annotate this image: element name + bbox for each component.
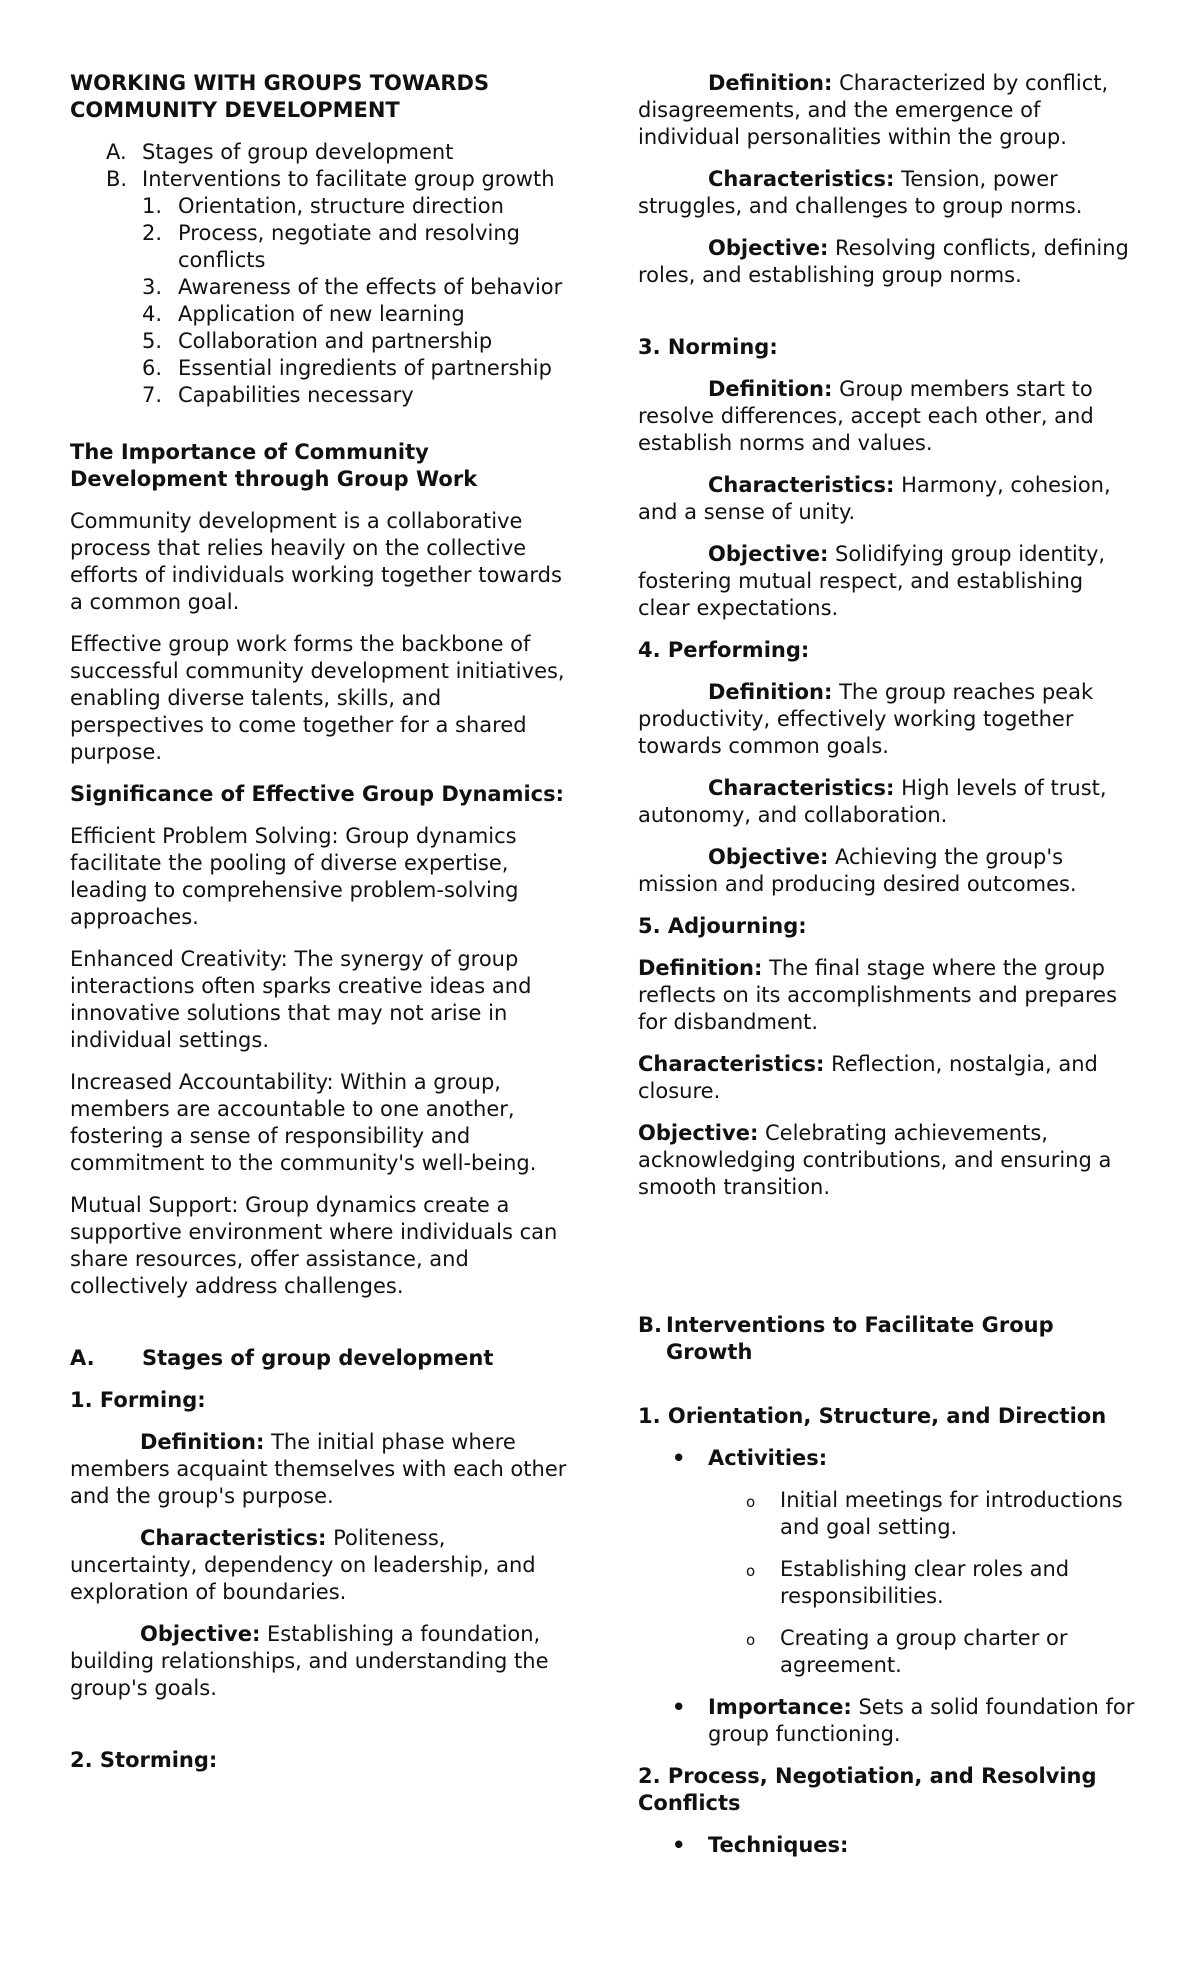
stage-definition	[638, 955, 1138, 1036]
outline-sublist	[142, 193, 570, 409]
label: Activities:	[708, 1446, 828, 1470]
section-title: Interventions to Facilitate Group Growth	[666, 1313, 1054, 1364]
text: Reflection, nostalgia, and closure.	[638, 1052, 1098, 1103]
text: The initial phase where members acquaint themselves with each other and the group's purpose.	[70, 1430, 567, 1508]
outline-subitem	[142, 274, 570, 301]
outline-subitem-text: Orientation, structure direction	[178, 194, 504, 218]
outline-subitem	[142, 301, 570, 328]
label: Characteristics:	[708, 776, 895, 800]
section-a-heading	[70, 1345, 570, 1372]
paragraph: Community development is a collaborative process that relies heavily on the collective efforts of individuals working together towards a common goal.	[70, 509, 562, 614]
stage-characteristics	[638, 1051, 1138, 1105]
bullet-item	[638, 1445, 1138, 1472]
label: Objective:	[708, 542, 829, 566]
significance-item: Enhanced Creativity: The synergy of group interactions often sparks creative ideas and innovative solutions that may not arise in individual settings.	[70, 947, 532, 1052]
outline-subitem-text: Awareness of the effects of behavior	[178, 275, 563, 299]
stage-characteristics	[638, 472, 1138, 526]
outline-subitem	[142, 382, 570, 409]
text: Achieving the group's mission and producing desired outcomes.	[638, 845, 1077, 896]
text: Solidifying group identity, fostering mutual respect, and establishing clear expectations.	[638, 542, 1106, 620]
document-title: WORKING WITH GROUPS TOWARDS COMMUNITY DEVELOPMENT	[70, 71, 490, 122]
outline-subitem-text: Collaboration and partnership	[178, 329, 493, 353]
text: Harmony, cohesion, and a sense of unity.	[638, 473, 1111, 524]
text: Initial meetings for introductions and goal setting.	[780, 1488, 1123, 1539]
stage-characteristics	[70, 1525, 570, 1606]
bullet-icon: •	[672, 1695, 686, 1719]
stage-objective	[638, 1120, 1138, 1201]
outline-subitem	[142, 193, 570, 220]
label: Importance:	[708, 1695, 852, 1719]
text: Establishing clear roles and responsibilities.	[780, 1557, 1070, 1608]
importance-heading: The Importance of Community Development through Group Work	[70, 440, 478, 491]
section-marker: A.	[70, 1346, 95, 1370]
stage-objective	[638, 541, 1138, 622]
text: Resolving conflicts, defining roles, and establishing group norms.	[638, 236, 1129, 287]
stage-definition	[70, 1429, 570, 1510]
outline-subitem	[142, 220, 570, 274]
outline-subitem	[142, 328, 570, 355]
significance-item: Increased Accountability: Within a group, members are accountable to one another, fostering a sense of responsibility and commitment to the community's well-being.	[70, 1070, 537, 1175]
outline-subitem	[142, 355, 570, 382]
label: Objective:	[708, 236, 829, 260]
text: High levels of trust, autonomy, and collaboration.	[638, 776, 1107, 827]
label: Definition:	[638, 956, 763, 980]
outline-item	[106, 166, 570, 409]
outline-item-text: Interventions to facilitate group growth	[142, 167, 555, 191]
label: Characteristics:	[708, 473, 895, 497]
spacer	[70, 1315, 570, 1345]
text: Celebrating achievements, acknowledging contributions, and ensuring a smooth transition.	[638, 1121, 1112, 1199]
spacer	[638, 304, 1138, 334]
intervention-heading-orientation: 1. Orientation, Structure, and Direction	[638, 1404, 1107, 1428]
right-column	[638, 70, 1138, 1874]
stage-characteristics	[638, 775, 1138, 829]
section-marker: B.	[638, 1313, 662, 1337]
list-marker: 2.	[142, 221, 163, 245]
stage-heading-adjourning: 5. Adjourning:	[638, 914, 807, 938]
outline-subitem-text: Application of new learning	[178, 302, 465, 326]
bullet-item	[638, 1694, 1138, 1748]
stage-heading-forming: 1. Forming:	[70, 1388, 206, 1412]
significance-item: Efficient Problem Solving: Group dynamics facilitate the pooling of diverse expertise, leading to comprehensive problem-solving approaches.	[70, 824, 519, 929]
stage-definition	[638, 376, 1138, 457]
label: Characteristics:	[140, 1526, 327, 1550]
stage-definition	[638, 679, 1138, 760]
outline-subitem-text: Essential ingredients of partnership	[178, 356, 552, 380]
text: Sets a solid foundation for group functioning.	[708, 1695, 1135, 1746]
label: Objective:	[638, 1121, 759, 1145]
label: Characteristics:	[638, 1052, 825, 1076]
left-column	[70, 70, 570, 1789]
label: Characteristics:	[708, 167, 895, 191]
section-title: Stages of group development	[142, 1346, 494, 1370]
sub-bullet-item	[638, 1556, 1138, 1610]
label: Objective:	[708, 845, 829, 869]
bullet-item	[638, 1832, 1138, 1859]
circle-bullet-icon: o	[746, 1493, 756, 1511]
text: The final stage where the group reflects on its accomplishments and prepares for disbandment.	[638, 956, 1118, 1034]
intervention-heading-process: 2. Process, Negotiation, and Resolving Conflicts	[638, 1764, 1097, 1815]
list-marker: 6.	[142, 356, 163, 380]
stage-objective	[638, 844, 1138, 898]
text: Group members start to resolve differences, accept each other, and establish norms and values.	[638, 377, 1094, 455]
outline-list	[70, 139, 570, 409]
stage-objective	[638, 235, 1138, 289]
outline-subitem-text: Capabilities necessary	[178, 383, 414, 407]
outline-subitem-text: Process, negotiate and resolving conflicts	[178, 221, 520, 272]
stage-definition	[638, 70, 1138, 151]
text: Creating a group charter or agreement.	[780, 1626, 1068, 1677]
significance-item: Mutual Support: Group dynamics create a supportive environment where individuals can share resources, offer assistance, and collectively address challenges.	[70, 1193, 558, 1298]
sub-bullet-item	[638, 1625, 1138, 1679]
circle-bullet-icon: o	[746, 1631, 756, 1649]
paragraph: Effective group work forms the backbone of successful community development initiatives, enabling diverse talents, skills, and perspectives to come together for a shared purpose.	[70, 632, 565, 764]
list-marker: 5.	[142, 329, 163, 353]
circle-bullet-icon: o	[746, 1562, 756, 1580]
text: Politeness, uncertainty, dependency on leadership, and exploration of boundaries.	[70, 1526, 536, 1604]
stage-heading-storming: 2. Storming:	[70, 1748, 218, 1772]
list-marker: 3.	[142, 275, 163, 299]
significance-heading: Significance of Effective Group Dynamics:	[70, 782, 565, 806]
section-b-heading	[638, 1312, 1138, 1366]
text: The group reaches peak productivity, effectively working together towards common goals.	[638, 680, 1094, 758]
outline-item	[106, 139, 570, 166]
stage-heading-performing: 4. Performing:	[638, 638, 810, 662]
label: Definition:	[708, 71, 833, 95]
spacer	[638, 1216, 1138, 1312]
spacer	[638, 1381, 1138, 1403]
stage-heading-norming: 3. Norming:	[638, 335, 778, 359]
outline-item-text: Stages of group development	[142, 140, 454, 164]
label: Definition:	[140, 1430, 265, 1454]
list-marker: 1.	[142, 194, 163, 218]
stage-objective	[70, 1621, 570, 1702]
bullet-icon: •	[672, 1446, 686, 1470]
label: Definition:	[708, 680, 833, 704]
spacer	[70, 409, 570, 439]
text: Tension, power struggles, and challenges to group norms.	[638, 167, 1083, 218]
text: Establishing a foundation, building relationships, and understanding the group's goals.	[70, 1622, 549, 1700]
list-marker: A.	[106, 140, 127, 164]
list-marker: 4.	[142, 302, 163, 326]
list-marker: 7.	[142, 383, 163, 407]
sub-bullet-item	[638, 1487, 1138, 1541]
label: Objective:	[140, 1622, 261, 1646]
list-marker: B.	[106, 167, 128, 191]
label: Definition:	[708, 377, 833, 401]
text: Characterized by conflict, disagreements, and the emergence of individual personalities within the group.	[638, 71, 1109, 149]
bullet-icon: •	[672, 1833, 686, 1857]
stage-characteristics	[638, 166, 1138, 220]
label: Techniques:	[708, 1833, 849, 1857]
spacer	[70, 1717, 570, 1747]
